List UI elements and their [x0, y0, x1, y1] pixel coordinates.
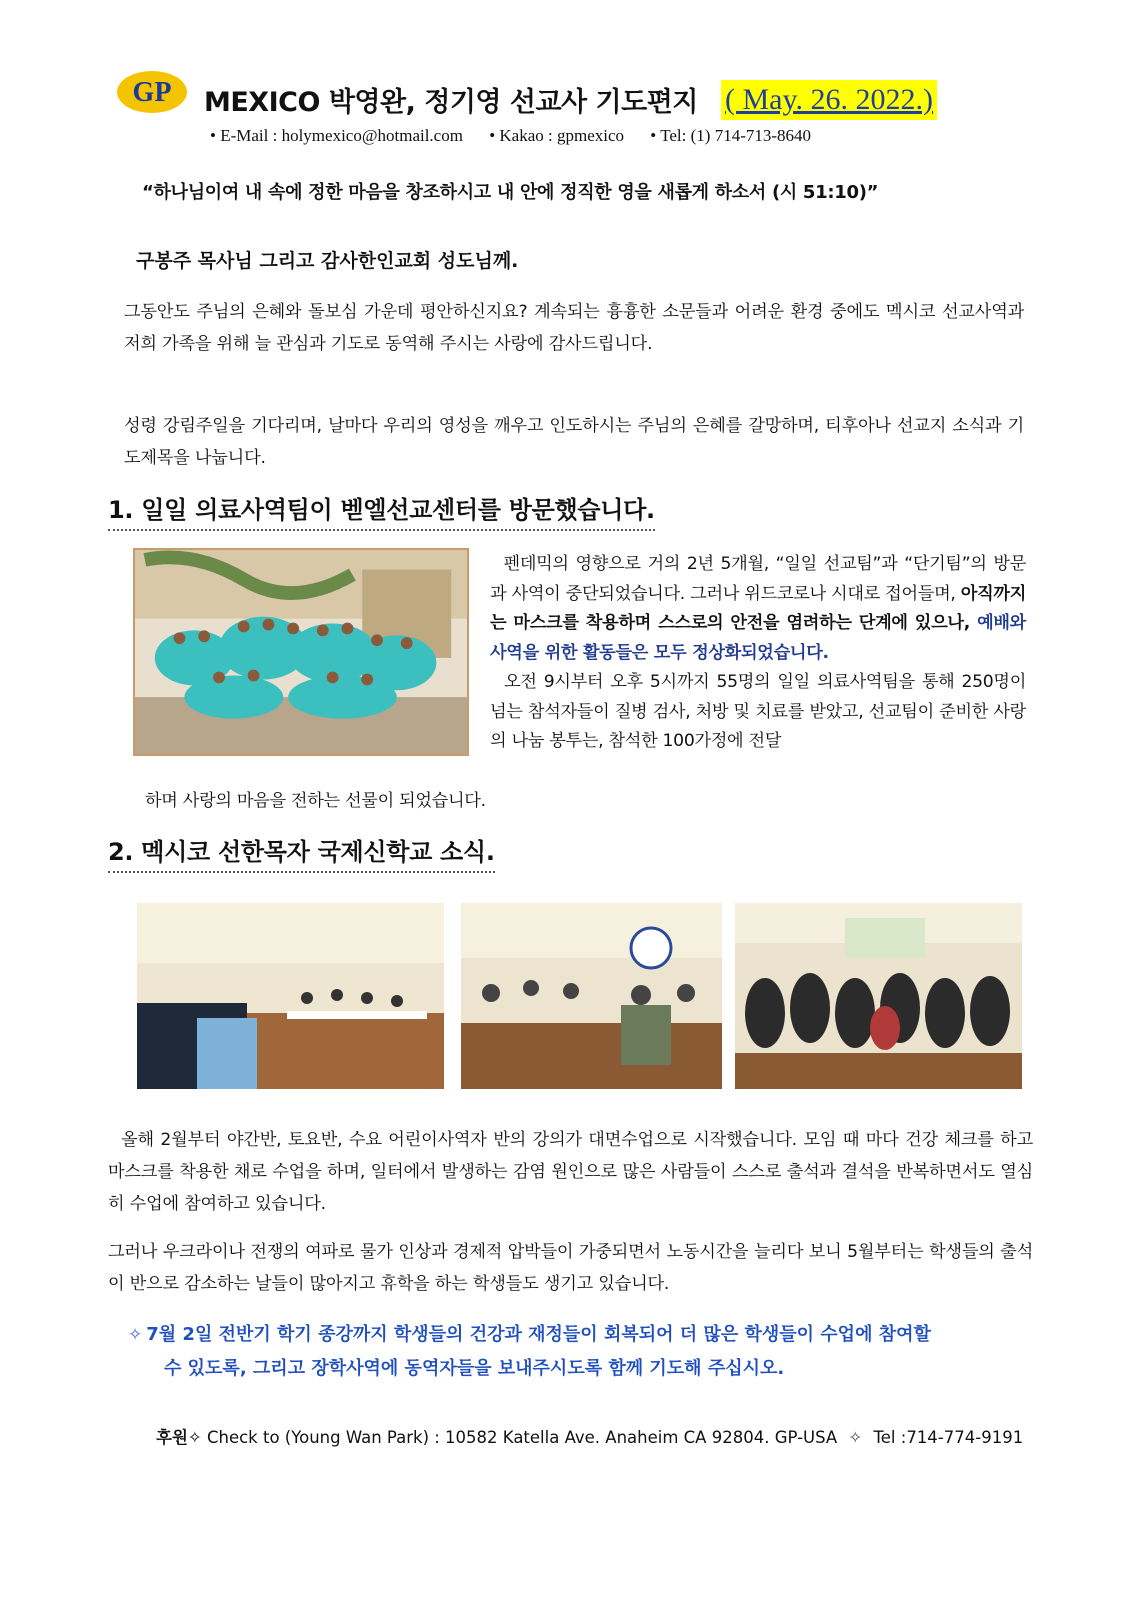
kakao-contact: • Kakao : gpmexico — [489, 126, 625, 145]
section2-p1-text: 올해 2월부터 야간반, 토요반, 수요 어린이사역자 반의 강의가 대면수업으로 시작했습니다. 모임 때 마다 건강 체크를 하고 마스크를 착용한 채로 수업을 하며, 일터에서 발생하는 감염 원인으로 많은 사람들이 스스로 출석과 결석을 반복하면서도 열심히 수업에 참여하고 있습니다. — [108, 1130, 1033, 1214]
support-footer — [156, 1424, 1023, 1448]
section1-text-tail: 하며 사랑의 마음을 전하는 선물이 되었습니다. — [145, 791, 486, 811]
logo-text: GP — [132, 77, 172, 108]
prayer-line-1-text: 7월 2일 전반기 학기 종강까지 학생들의 건강과 재정들이 회복되어 더 많은 학생들이 수업에 참여할 — [146, 1324, 931, 1345]
section2-paragraph-2: 그러나 우크라이나 전쟁의 여파로 물가 인상과 경제적 압박들이 가중되면서 노동시간을 늘리다 보니 5월부터는 학생들의 출석이 반으로 감소하는 날들이 많아지고 휴학을 하는 학생들도 생기고 있습니다. — [108, 1242, 1033, 1294]
contact-line — [210, 126, 833, 146]
footer-phone: Tel :714-774-9191 — [873, 1428, 1024, 1447]
section1-text-blue: 예배와 사역을 위한 활동들은 모두 정상화되었습니다. — [490, 613, 1026, 663]
section1-text-a: 펜데믹의 영향으로 거의 2년 5개월, “일일 선교팀”과 “단기팀”의 방문과 사역이 중단되었습니다. 그러나 위드코로나 시대로 접어들며, — [490, 554, 1026, 604]
letter-title: MEXICO 박영완, 정기영 선교사 기도편지 — [204, 87, 698, 118]
classroom-photo-2 — [461, 903, 722, 1089]
section1-body — [490, 550, 1026, 757]
scripture-verse: “하나님이여 내 속에 정한 마음을 창조하시고 내 안에 정직한 영을 새롭게 하소서 (시 51:10)” — [142, 182, 879, 203]
prayer-line-1 — [128, 1318, 1028, 1352]
phone-contact: • Tel: (1) 714-713-8640 — [650, 126, 812, 145]
classroom-photo-3 — [735, 903, 1022, 1089]
diamond-star-icon: ✧ — [128, 1325, 143, 1345]
medical-team-group-photo — [133, 548, 469, 756]
email-contact: • E-Mail : holymexico@hotmail.com — [210, 126, 463, 145]
section1-heading: 1. 일일 의료사역팀이 벧엘선교센터를 방문했습니다. — [108, 490, 655, 531]
prayer-line-2: 수 있도록, 그리고 장학사역에 동역자들을 보내주시도록 함께 기도해 주십시오. — [164, 1358, 785, 1379]
salutation: 구봉주 목사님 그리고 감사한인교회 성도님께. — [136, 250, 519, 272]
classroom-photo-1 — [137, 903, 444, 1089]
support-label: 후원✧ — [156, 1428, 202, 1447]
prayer-request — [128, 1318, 1028, 1385]
section1-text-bold: 아직까지는 마스크를 착용하며 스스로의 안전을 염려하는 단계에 있으나, — [490, 583, 1026, 633]
section2-heading: 2. 멕시코 선한목자 국제신학교 소식. — [108, 832, 495, 873]
intro-paragraph-1: 그동안도 주님의 은혜와 돌보심 가운데 평안하신지요? 계속되는 흉흉한 소문들과 어려운 환경 중에도 멕시코 선교사역과 저희 가족을 위해 늘 관심과 기도로 동역해 주시는 사랑에 감사드립니다. — [124, 302, 1024, 354]
section1-text-b: 오전 9시부터 오후 5시까지 55명의 일일 의료사역팀을 통해 250명이 넘는 참석자들이 질병 검사, 처방 및 치료를 받았고, 선교팀이 준비한 사랑의 나눔 봉투는, 참석한 100가정에 전달 — [490, 672, 1026, 751]
letter-date: ( May. 26. 2022.) — [721, 80, 937, 120]
section2-paragraph-1 — [108, 1124, 1033, 1220]
gp-logo — [116, 70, 188, 114]
diamond-star-icon: ✧ — [848, 1428, 863, 1447]
intro-paragraph-2: 성령 강림주일을 기다리며, 날마다 우리의 영성을 깨우고 인도하시는 주님의 은혜를 갈망하며, 티후아나 선교지 소식과 기도제목을 나눕니다. — [124, 416, 1024, 468]
check-address: Check to (Young Wan Park) : 10582 Katella Ave. Anaheim CA 92804. GP-USA — [206, 1428, 838, 1447]
